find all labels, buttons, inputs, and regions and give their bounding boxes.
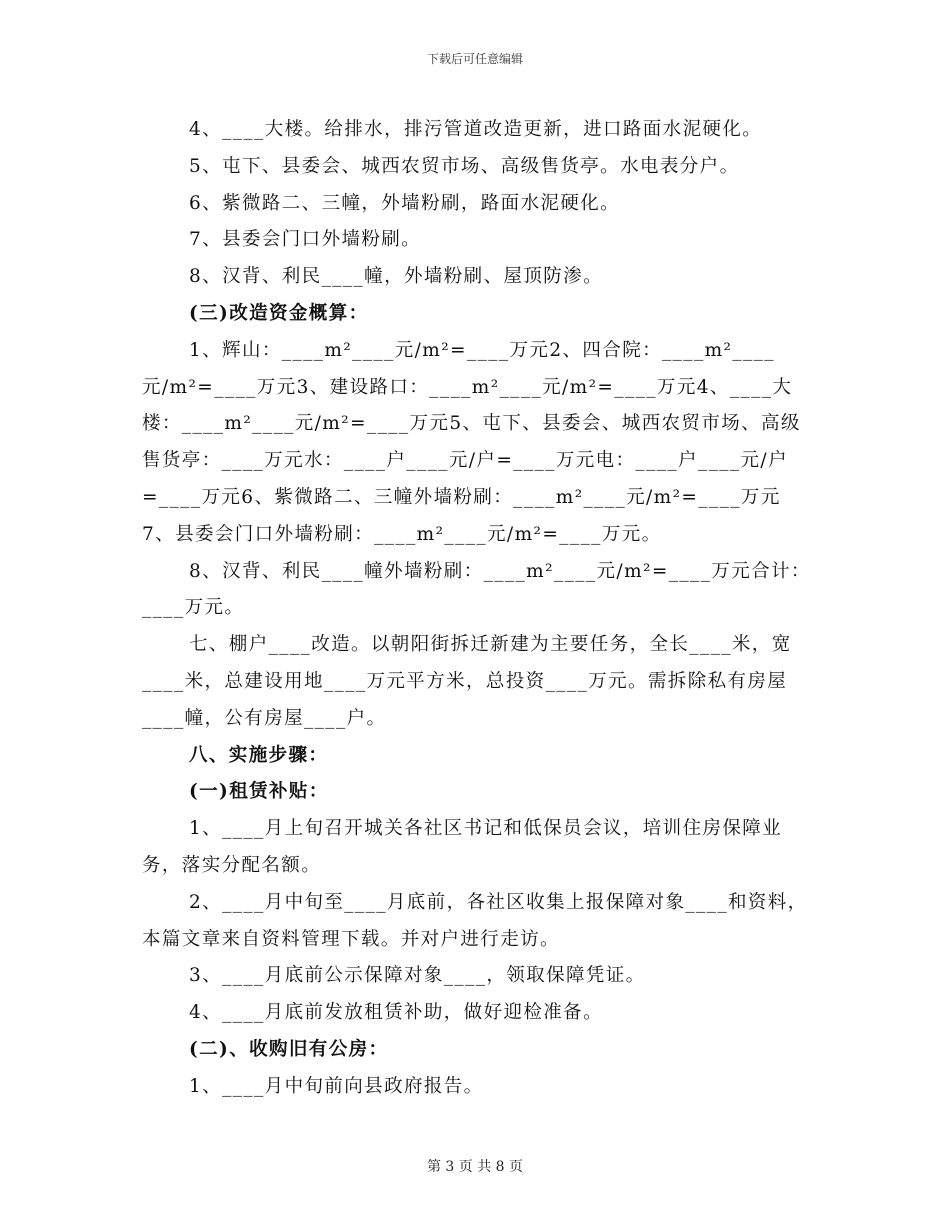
paragraph-item-5: 5、屯下、县委会、城西农贸市场、高级售货亭。水电表分户。 [189, 155, 740, 177]
paragraph-shantytown: 七、棚户____改造。以朝阳街拆迁新建为主要任务，全长____米，宽____米，总建设用地____万元平方米，总投资____万元。需拆除私有房屋____幢，公有房屋____户。 [142, 634, 792, 729]
paragraph-step-1: 1、____月上旬召开城关各社区书记和低保员会议，培训住房保障业务，落实分配名额。 [142, 818, 783, 876]
paragraph-item-4: 4、____大楼。给排水，排污管道改造更新，进口路面水泥硬化。 [189, 119, 763, 140]
page-header: 下载后可任意编辑 [426, 52, 523, 66]
paragraph-step-4: 4、____月底前发放租赁补助，做好迎检准备。 [189, 1002, 603, 1024]
paragraph-purchase-1: 1、____月中旬前向县政府报告。 [189, 1075, 484, 1097]
section-heading-funding: (三)改造资金概算： [189, 302, 369, 324]
document-body [142, 112, 812, 1106]
section-heading-purchase: (二)、收购旧有公房： [189, 1038, 389, 1060]
section-heading-rental: (一)租赁补贴： [189, 781, 329, 803]
section-heading-steps: 八、实施步骤： [189, 744, 329, 766]
page-footer: 第 3 页 共 8 页 [426, 1159, 524, 1175]
paragraph-funding-list: 1、辉山：____m²____元/m²=____万元2、四合院：____m²____元/m²=____万元3、建设路口：____m²____元/m²=____万元4、____大楼：____m²____元/m²=____万元5、屯下、县委会、城西农贸市场、高级售货亭：____万元水：____户____元/户=____万元电：____户____元/户=____万元6、紫微路二、三幢外墙粉刷：____m²____元/m²=____万元7、县委会门口外墙粉刷：____m²____元/m²=____万元。 [142, 339, 801, 545]
paragraph-funding-total: 8、汉背、利民____幢外墙粉刷：____m²____元/m²=____万元合计：____万元。 [142, 560, 811, 619]
paragraph-item-6: 6、紫微路二、三幢，外墙粉刷，路面水泥硬化。 [189, 192, 621, 214]
paragraph-step-3: 3、____月底前公示保障对象____，领取保障凭证。 [189, 965, 646, 987]
paragraph-step-2: 2、____月中旬至____月底前，各社区收集上报保障对象____和资料，本篇文章来自资料管理下载。并对户进行走访。 [142, 891, 808, 950]
paragraph-item-8: 8、汉背、利民____幢，外墙粉刷、屋顶防渗。 [189, 266, 603, 288]
paragraph-item-7: 7、县委会门口外墙粉刷。 [189, 229, 422, 251]
